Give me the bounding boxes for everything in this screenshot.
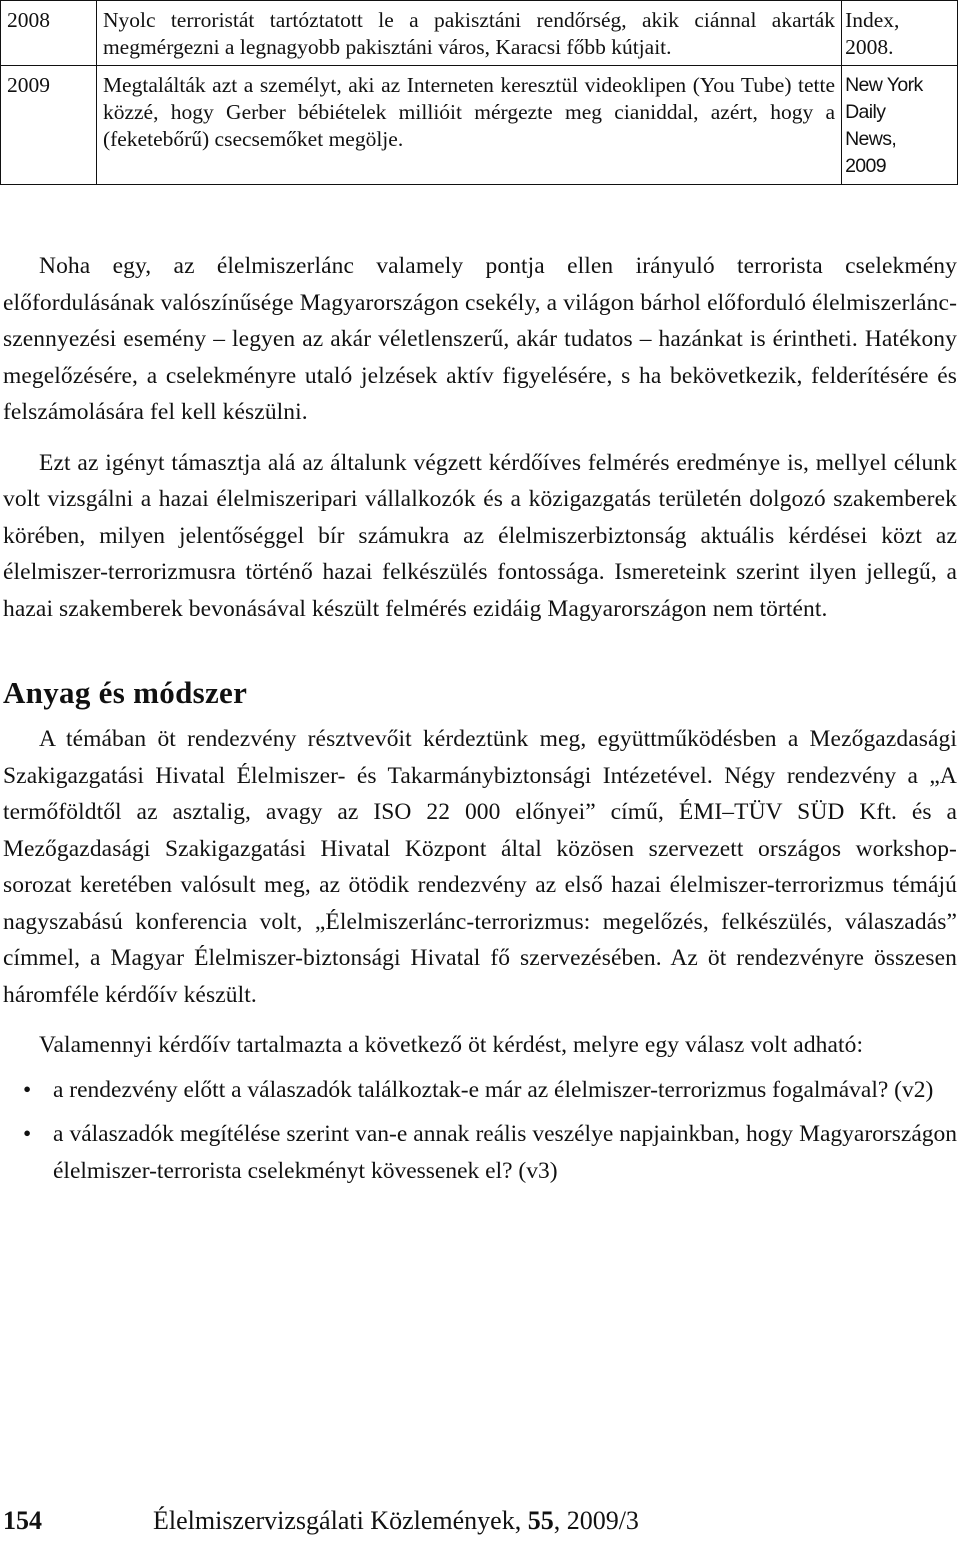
- table-row: [1, 1, 958, 66]
- body-paragraph: Noha egy, az élelmiszerlánc valamely pontja ellen irányuló terrorista cselekmény előfordulásának valószínűsége Magyarországon csekély, a világon bárhol előforduló élelmiszerlánc-szennyezési esemény – legyen az akár véletlenszerű, akár tudatos – hazánkat is érintheti. Hatékony megelőzésére, a cselekményre utaló jelzések aktív figyelésére, s ha bekövetkezik, felderítésére és felszámolására fel kell készülni.: [3, 253, 957, 425]
- reference-table: [0, 0, 958, 185]
- table-year-cell: 2008: [1, 1, 97, 66]
- table-year-cell: 2009: [1, 66, 97, 185]
- table-source-cell: [842, 66, 958, 185]
- source-line: 2009: [845, 155, 887, 177]
- section-heading: Anyag és módszer: [3, 675, 248, 710]
- table-row: [1, 66, 958, 185]
- question-list: [3, 1072, 957, 1190]
- section-paragraph: Valamennyi kérdőív tartalmazta a következő öt kérdést, melyre egy válasz volt adható:: [39, 1032, 864, 1058]
- table-text-cell: Megtalálták azt a személyt, aki az Interneten keresztül videoklipen (You Tube) tette közzé, hogy Gerber bébiételek millióit mérgezte meg cianiddal, azért, hogy a (feketebőrű) csecsemőket megölje.: [96, 66, 841, 185]
- list-item: [3, 1116, 957, 1189]
- table-source-cell: Index, 2008.: [842, 1, 958, 66]
- journal-volume: 55: [527, 1506, 554, 1535]
- journal-issue: , 2009/3: [553, 1506, 639, 1535]
- table-text-cell: Nyolc terroristát tartóztatott le a pakisztáni rendőrség, akik ciánnal akarták megmérgezni a legnagyobb pakisztáni város, Karacsi főbb kútjait.: [96, 1, 841, 66]
- section-paragraph: A témában öt rendezvény résztvevőit kérdeztünk meg, együttműködésben a Mezőgazdasági Szakigazgatási Hivatal Élelmiszer- és Takarmánybiztonsági Intézetével. Négy rendezvény a „A termőföldtől az asztalig, avagy az ISO 22 000 előnyei” című, ÉMI–TÜV SÜD Kft. és a Mezőgazdasági Szakigazgatási Hivatal Központ által közösen szervezett országos workshop-sorozat keretében valósult meg, az ötödik rendezvény az első hazai élelmiszer-terrorizmus témájú nagyszabású konferencia volt, „Élelmiszerlánc-terrorizmus: megelőzés, felkészülés, válaszadás” címmel, a Magyar Élelmiszer-biztonsági Hivatal fő szervezésében. Az öt rendezvényre összesen háromféle kérdőív készült.: [3, 726, 957, 1008]
- journal-name: Élelmiszervizsgálati Közlemények,: [153, 1506, 522, 1535]
- list-item-text: a válaszadók megítélése szerint van-e annak reális veszélye napjainkban, hogy Magyarországon élelmiszer-terrorista cselekményt kövessenek el? (v3): [53, 1121, 957, 1184]
- body-paragraph: Ezt az igényt támasztja alá az általunk végzett kérdőíves felmérés eredménye is, mellyel célunk volt vizsgálni a hazai élelmiszeripari vállalkozók és a közigazgatás területén dolgozó szakemberek körében, milyen jelentőséggel bír számukra az élelmiszerbiztonság aktuális kérdései közt az élelmiszer-terrorizmusra történő hazai felkészülés fontossága. Ismereteink szerint ilyen jellegű, a hazai szakemberek bevonásával készült felmérés ezidáig Magyarországon nem történt.: [3, 449, 957, 622]
- page-footer: [3, 1503, 953, 1539]
- list-item: [3, 1072, 957, 1109]
- source-line: New York: [845, 74, 923, 96]
- source-line: Daily: [845, 101, 886, 123]
- source-line: News,: [845, 128, 897, 150]
- page-number: 154: [3, 1506, 42, 1535]
- bullet-icon: •: [23, 1076, 32, 1103]
- list-item-text: a rendezvény előtt a válaszadók találkoztak-e már az élelmiszer-terrorizmus fogalmával? (v2): [53, 1076, 934, 1103]
- article-body: [3, 248, 957, 1189]
- bullet-icon: •: [23, 1121, 32, 1147]
